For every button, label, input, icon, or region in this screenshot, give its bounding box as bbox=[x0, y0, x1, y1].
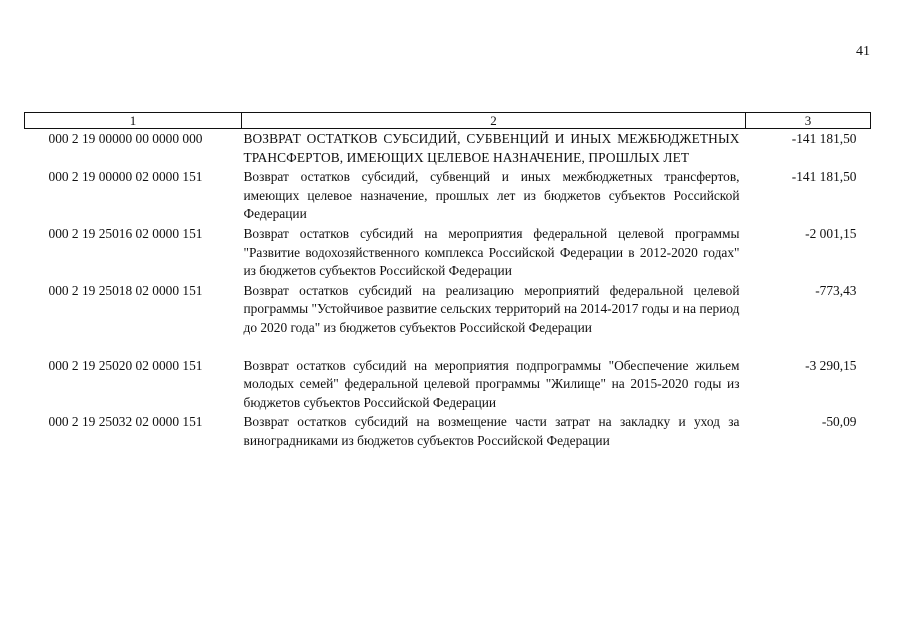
table-row bbox=[25, 224, 871, 281]
column-header-name: 2 bbox=[242, 113, 746, 129]
column-header-code: 1 bbox=[25, 113, 242, 129]
table-row bbox=[25, 281, 871, 338]
page-number: 41 bbox=[856, 44, 870, 59]
table-row bbox=[25, 356, 871, 413]
table-header-row bbox=[25, 113, 871, 129]
row-code: 000 2 19 00000 02 0000 151 bbox=[48, 169, 203, 185]
budget-table bbox=[24, 112, 871, 451]
row-name: Возврат остатков субсидий на мероприятия подпрограммы "Обеспечение жильем молодых семей" федеральной целевой программы "Жилище" на 2015-2020 годы из бюджетов субъектов Российской Федерации bbox=[243, 357, 740, 410]
row-code: 000 2 19 25016 02 0000 151 bbox=[48, 225, 203, 241]
row-amount: -2 001,15 bbox=[805, 225, 857, 241]
row-code: 000 2 19 25032 02 0000 151 bbox=[48, 414, 203, 430]
row-name: Возврат остатков субсидий, субвенций и иных межбюджетных трансфертов, имеющих целевое назначение, прошлых лет из бюджетов субъектов Российской Федерации bbox=[243, 169, 740, 222]
row-amount: -3 290,15 bbox=[805, 357, 857, 373]
row-amount: -141 181,50 bbox=[791, 169, 857, 185]
row-name: Возврат остатков субсидий на возмещение части затрат на закладку и уход за виноградниками из бюджетов субъектов Российской Федерации bbox=[243, 414, 740, 448]
table-row bbox=[25, 167, 871, 224]
table-row bbox=[25, 129, 871, 168]
row-amount: -50,09 bbox=[821, 414, 857, 430]
row-name: Возврат остатков субсидий на реализацию мероприятий федеральной целевой программы "Устойчивое развитие сельских территорий на 2014-2017 годы и на период до 2020 года" из бюджетов субъектов Российской Федерации bbox=[243, 282, 740, 335]
column-header-amount: 3 bbox=[746, 113, 871, 129]
row-code: 000 2 19 00000 00 0000 000 bbox=[48, 131, 203, 146]
row-code: 000 2 19 25020 02 0000 151 bbox=[48, 357, 203, 373]
row-code: 000 2 19 25018 02 0000 151 bbox=[48, 282, 203, 298]
row-amount: -141 181,50 bbox=[791, 131, 857, 146]
row-name: ВОЗВРАТ ОСТАТКОВ СУБСИДИЙ, СУБВЕНЦИЙ И ИНЫХ МЕЖБЮДЖЕТНЫХ ТРАНСФЕРТОВ, ИМЕЮЩИХ ЦЕЛЕВОЕ НАЗНАЧЕНИЕ, ПРОШЛЫХ ЛЕТ bbox=[243, 131, 740, 165]
row-name: Возврат остатков субсидий на мероприятия федеральной целевой программы "Развитие водохозяйственного комплекса Российской Федерации в 2012-2020 годах" из бюджетов субъектов Российской Федерации bbox=[243, 225, 740, 279]
row-amount: -773,43 bbox=[815, 282, 857, 298]
table-row bbox=[25, 412, 871, 450]
row-spacer bbox=[25, 338, 871, 356]
